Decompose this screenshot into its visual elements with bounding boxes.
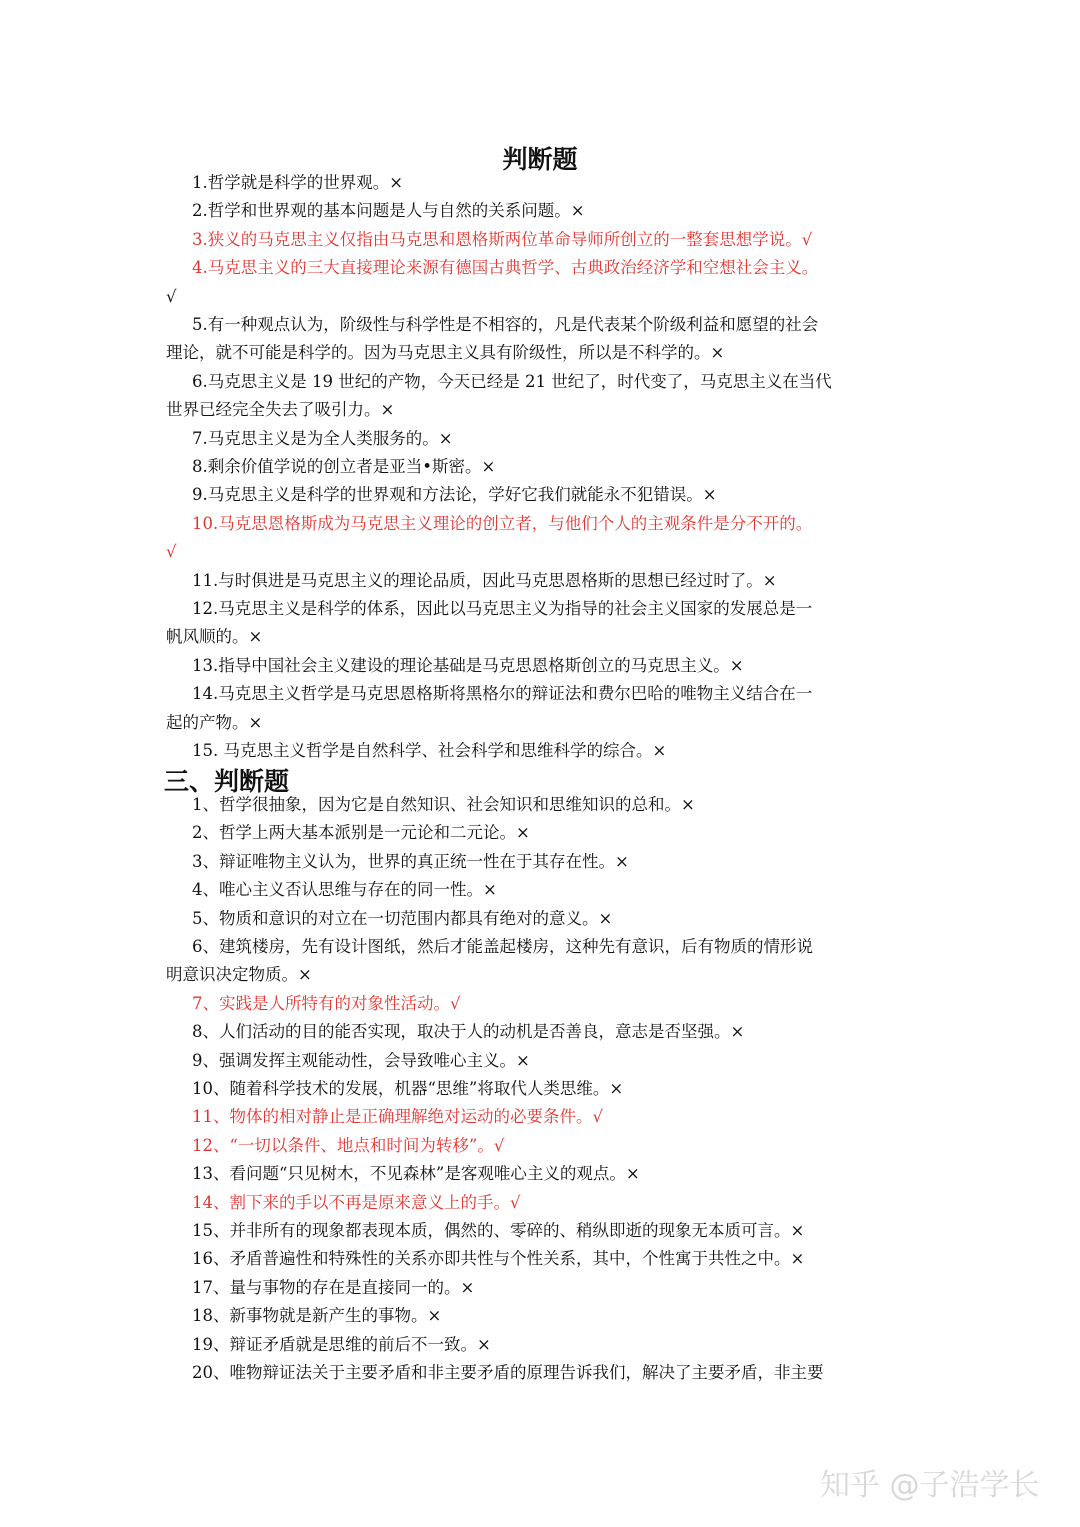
question-line: 5、物质和意识的对立在一切范围内都具有绝对的意义。× xyxy=(192,908,613,928)
question-line: 3、辩证唯物主义认为，世界的真正统一性在于其存在性。× xyxy=(192,851,629,871)
question-line: 帆风顺的。× xyxy=(166,627,263,647)
section-title: 三、判断题 xyxy=(164,767,290,796)
question-line: 6.马克思主义是 19 世纪的产物，今天已经是 21 世纪了，时代变了，马克思主义在当代 xyxy=(192,371,832,391)
question-line: √ xyxy=(166,286,177,306)
question-line: 11、物体的相对静止是正确理解绝对运动的必要条件。√ xyxy=(192,1107,604,1127)
question-line: 5.有一种观点认为，阶级性与科学性是不相容的，凡是代表某个阶级利益和愿望的社会 xyxy=(192,315,819,334)
question-line: 7、实践是人所特有的对象性活动。√ xyxy=(192,993,461,1013)
question-line: 9、强调发挥主观能动性，会导致唯心主义。× xyxy=(192,1050,530,1070)
page-title: 判断题 xyxy=(502,145,578,174)
question-line: 17、量与事物的存在是直接同一的。× xyxy=(192,1277,475,1297)
watermark: 知乎 @子浩学长 xyxy=(820,1468,1040,1503)
question-line: 15、并非所有的现象都表现本质，偶然的、零碎的、稍纵即逝的现象无本质可言。× xyxy=(192,1221,805,1240)
question-line: 10、随着科学技术的发展，机器“思维”将取代人类思维。× xyxy=(192,1079,624,1098)
question-line: 19、辩证矛盾就是思维的前后不一致。× xyxy=(192,1334,491,1354)
question-line: 7.马克思主义是为全人类服务的。× xyxy=(192,428,453,448)
question-line: 9.马克思主义是科学的世界观和方法论，学好它我们就能永不犯错误。× xyxy=(192,485,717,505)
question-line: 1.哲学就是科学的世界观。× xyxy=(192,173,404,192)
question-line: 18、新事物就是新产生的事物。× xyxy=(192,1306,442,1326)
question-line: 12、“一切以条件、地点和时间为转移”。√ xyxy=(192,1135,505,1155)
question-line: 2、哲学上两大基本派别是一元论和二元论。× xyxy=(192,823,530,843)
question-line: 世界已经完全失去了吸引力。× xyxy=(166,400,395,420)
question-line: 起的产物。× xyxy=(166,712,263,732)
question-line: 4、唯心主义否认思维与存在的同一性。× xyxy=(192,880,497,900)
question-line: 6、建筑楼房，先有设计图纸，然后才能盖起楼房，这种先有意识，后有物质的情形说 xyxy=(192,937,813,956)
question-line: 14.马克思主义哲学是马克思恩格斯将黑格尔的辩证法和费尔巴哈的唯物主义结合在一 xyxy=(192,684,813,704)
question-line: 10.马克思恩格斯成为马克思主义理论的创立者，与他们个人的主观条件是分不开的。 xyxy=(192,513,813,533)
question-line: 8、人们活动的目的能否实现，取决于人的动机是否善良，意志是否坚强。× xyxy=(192,1022,745,1042)
question-line: 13、看问题“只见树木，不见森林”是客观唯心主义的观点。× xyxy=(192,1164,640,1184)
question-line: 15. 马克思主义哲学是自然科学、社会科学和思维科学的综合。× xyxy=(192,741,667,760)
question-line: 12.马克思主义是科学的体系，因此以马克思主义为指导的社会主义国家的发展总是一 xyxy=(192,599,813,618)
question-line: 4.马克思主义的三大直接理论来源有德国古典哲学、古典政治经济学和空想社会主义。 xyxy=(192,258,819,278)
question-line: 14、割下来的手以不再是原来意义上的手。√ xyxy=(192,1192,521,1212)
question-line: 2.哲学和世界观的基本问题是人与自然的关系问题。× xyxy=(192,201,585,221)
question-line: 明意识决定物质。× xyxy=(166,965,312,985)
question-line: 11.与时俱进是马克思主义的理论品质，因此马克思恩格斯的思想已经过时了。× xyxy=(192,570,777,590)
question-line: 20、唯物辩证法关于主要矛盾和非主要矛盾的原理告诉我们，解决了主要矛盾，非主要 xyxy=(192,1363,824,1382)
question-line: 13.指导中国社会主义建设的理论基础是马克思恩格斯创立的马克思主义。× xyxy=(192,655,744,675)
question-line: 3.狭义的马克思主义仅指由马克思和恩格斯两位革命导师所创立的一整套思想学说。√ xyxy=(192,229,813,249)
question-line: 理论，就不可能是科学的。因为马克思主义具有阶级性，所以是不科学的。× xyxy=(166,343,725,363)
question-line: 16、矛盾普遍性和特殊性的关系亦即共性与个性关系，其中，个性寓于共性之中。× xyxy=(192,1249,805,1269)
question-line: √ xyxy=(166,542,177,562)
question-line: 8.剩余价值学说的创立者是亚当•斯密。× xyxy=(192,457,496,476)
question-line: 1、哲学很抽象，因为它是自然知识、社会知识和思维知识的总和。× xyxy=(192,795,695,814)
